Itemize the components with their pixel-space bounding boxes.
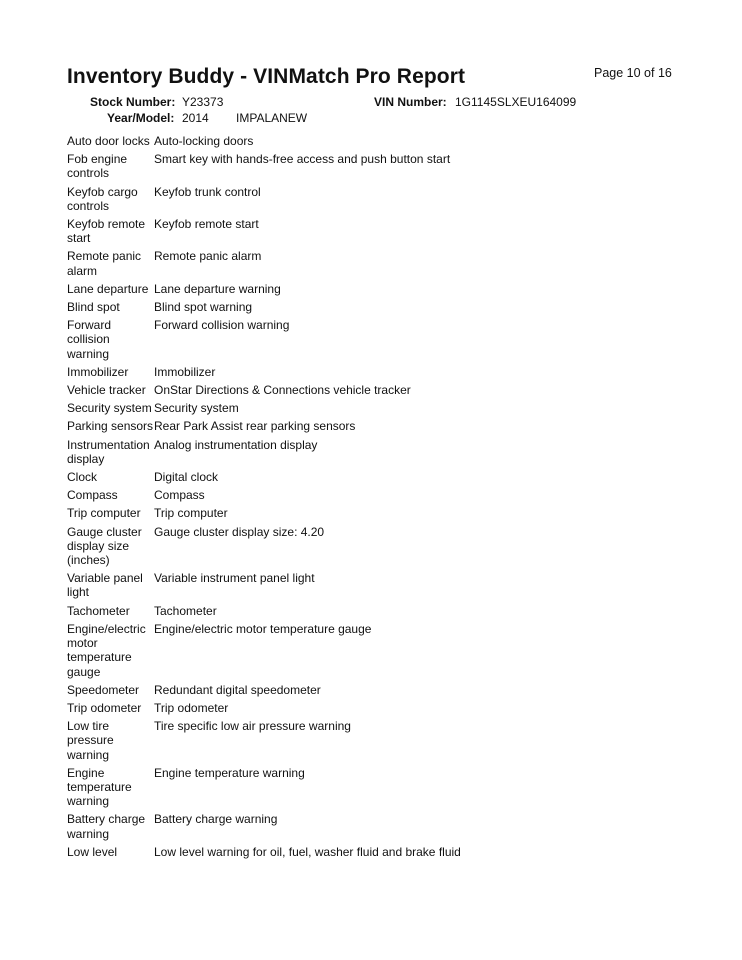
feature-label: Immobilizer <box>67 364 129 379</box>
feature-label: Gauge cluster display size (inches) <box>67 524 142 568</box>
feature-label: Low level <box>67 844 118 859</box>
feature-value: Rear Park Assist rear parking sensors <box>154 419 356 434</box>
feature-row <box>67 134 707 152</box>
feature-row <box>67 249 707 281</box>
feature-label: Instrumentation display <box>67 437 150 466</box>
year-value: 2014 <box>182 111 209 125</box>
feature-label: Trip odometer <box>67 700 142 715</box>
feature-label: Lane departure <box>67 281 149 296</box>
feature-label: Remote panic alarm <box>67 249 142 278</box>
stock-number-value: Y23373 <box>182 95 224 109</box>
model-value: IMPALANEW <box>236 111 308 125</box>
feature-label: Fob engine controls <box>67 152 128 181</box>
feature-value: Blind spot warning <box>154 300 253 315</box>
feature-label: Tachometer <box>67 603 130 618</box>
feature-value: Smart key with hands-free access and push button start <box>154 152 451 167</box>
feature-label: Forward collision warning <box>67 318 112 361</box>
feature-row <box>67 470 707 488</box>
feature-row <box>67 217 707 249</box>
page-number: Page 10 of 16 <box>594 66 672 80</box>
feature-value: OnStar Directions & Connections vehicle tracker <box>154 383 411 398</box>
stock-number-label: Stock Number: <box>90 95 176 109</box>
feature-row <box>67 185 707 217</box>
feature-label: Speedometer <box>67 682 140 697</box>
feature-row <box>67 383 707 401</box>
feature-label: Blind spot <box>67 300 120 315</box>
feature-row <box>67 571 707 603</box>
feature-row <box>67 701 707 719</box>
report-title: Inventory Buddy - VINMatch Pro Report <box>67 65 466 88</box>
feature-label: Clock <box>67 470 98 485</box>
feature-list <box>67 134 707 863</box>
feature-row <box>67 622 707 683</box>
feature-value: Analog instrumentation display <box>154 437 318 452</box>
year-model-label: Year/Model: <box>107 111 175 125</box>
feature-value: Immobilizer <box>154 364 216 379</box>
feature-row <box>67 719 707 766</box>
feature-label: Vehicle tracker <box>67 383 146 398</box>
feature-row <box>67 812 707 844</box>
vin-number-label: VIN Number: <box>374 95 447 109</box>
feature-label: Parking sensors <box>67 419 154 434</box>
feature-value: Engine/electric motor temperature gauge <box>154 621 372 636</box>
feature-value: Keyfob trunk control <box>154 184 261 199</box>
feature-label: Engine/electric motor temperature gauge <box>67 621 146 679</box>
feature-row <box>67 845 707 863</box>
feature-value: Gauge cluster display size: 4.20 <box>154 524 325 539</box>
feature-value: Battery charge warning <box>154 812 278 827</box>
feature-value: Tire specific low air pressure warning <box>154 719 351 734</box>
feature-value: Auto-locking doors <box>154 134 254 148</box>
feature-label: Compass <box>67 488 118 503</box>
feature-row <box>67 419 707 437</box>
feature-value: Remote panic alarm <box>154 249 262 264</box>
feature-row <box>67 300 707 318</box>
feature-label: Keyfob remote start <box>67 217 146 246</box>
feature-label: Auto door locks <box>67 134 150 148</box>
feature-row <box>67 488 707 506</box>
feature-row <box>67 604 707 622</box>
feature-row <box>67 438 707 470</box>
feature-row <box>67 152 707 184</box>
feature-label: Keyfob cargo controls <box>67 184 138 213</box>
vin-number-value: 1G1145SLXEU164099 <box>455 95 577 109</box>
feature-row <box>67 766 707 813</box>
feature-row <box>67 506 707 524</box>
feature-label: Battery charge warning <box>67 812 146 841</box>
feature-value: Low level warning for oil, fuel, washer fluid and brake fluid <box>154 844 461 859</box>
feature-value: Forward collision warning <box>154 318 290 333</box>
feature-row <box>67 525 707 572</box>
feature-row <box>67 401 707 419</box>
feature-value: Redundant digital speedometer <box>154 682 321 697</box>
feature-value: Lane departure warning <box>154 281 281 296</box>
feature-label: Low tire pressure warning <box>67 719 114 762</box>
feature-value: Trip computer <box>154 506 228 521</box>
feature-label: Variable panel light <box>67 571 143 600</box>
feature-label: Security system <box>67 401 152 416</box>
feature-value: Digital clock <box>154 470 219 485</box>
feature-row <box>67 365 707 383</box>
feature-label: Trip computer <box>67 506 141 521</box>
feature-value: Tachometer <box>154 603 217 618</box>
feature-row <box>67 683 707 701</box>
feature-row <box>67 282 707 300</box>
feature-label: Engine temperature warning <box>67 765 132 809</box>
feature-value: Engine temperature warning <box>154 765 305 780</box>
feature-value: Compass <box>154 488 205 503</box>
feature-value: Variable instrument panel light <box>154 571 315 586</box>
feature-value: Trip odometer <box>154 700 229 715</box>
feature-value: Keyfob remote start <box>154 217 259 232</box>
feature-value: Security system <box>154 401 239 416</box>
feature-row <box>67 318 707 365</box>
